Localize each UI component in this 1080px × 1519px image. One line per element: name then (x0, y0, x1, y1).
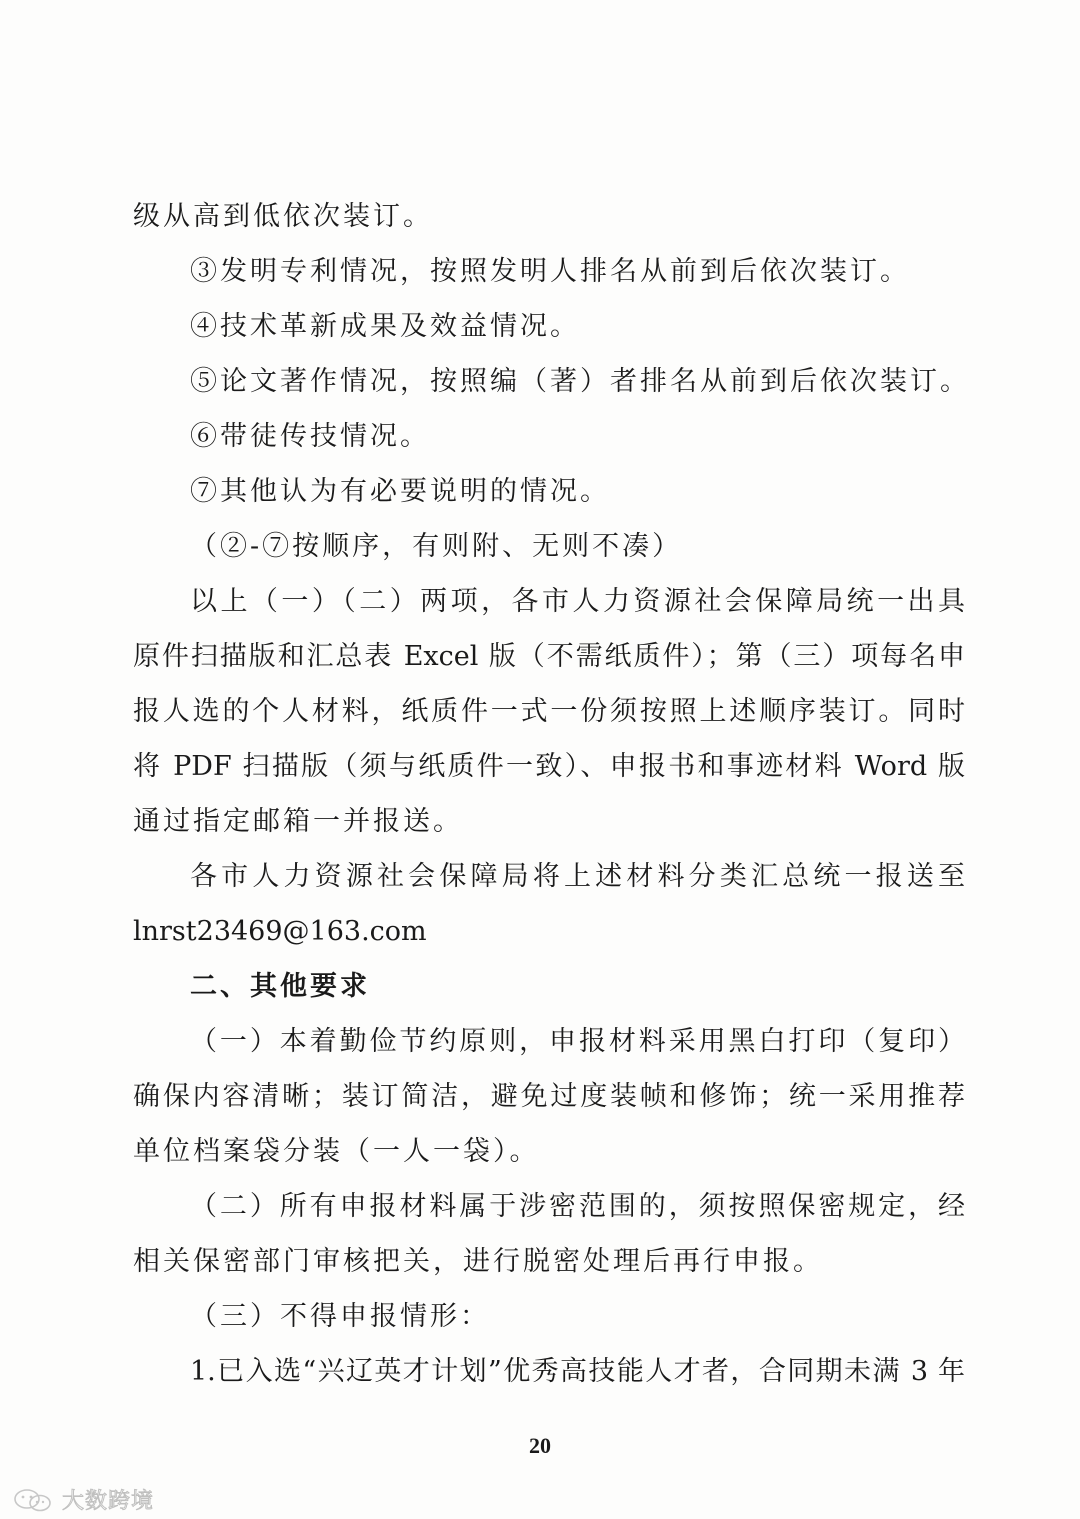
paragraph-email-line-1: 各市人力资源社会保障局将上述材料分类汇总统一报送至 (190, 861, 965, 892)
requirement-1-line-1: （一）本着勤俭节约原则，申报材料采用黑白打印（复印） (190, 1026, 965, 1057)
requirement-2-line-1: （二）所有申报材料属于涉密范围的，须按照保密规定，经 (190, 1191, 965, 1222)
list-item-7-other: ⑦其他认为有必要说明的情况。 (190, 476, 610, 507)
paragraph-submission-line-2: 原件扫描版和汇总表 Excel 版（不需纸质件）；第（三）项每名申 (133, 641, 965, 672)
requirement-2-line-2: 相关保密部门审核把关，进行脱密处理后再行申报。 (133, 1246, 823, 1277)
paragraph-submission-line-4: 将 PDF 扫描版（须与纸质件一致）、申报书和事迹材料 Word 版 (133, 751, 965, 782)
page-number: 20 (529, 1433, 551, 1458)
requirement-1-line-3: 单位档案袋分装（一人一袋）。 (133, 1136, 540, 1167)
text-line-1: 级从高到低依次装订。 (133, 201, 433, 232)
ordering-note: （②-⑦按顺序，有则附、无则不凑） (190, 531, 683, 562)
paragraph-submission-line-5: 通过指定邮箱一并报送。 (133, 806, 463, 837)
list-item-4-innovation: ④技术革新成果及效益情况。 (190, 311, 580, 342)
watermark-text: 大数跨境 (62, 1489, 155, 1514)
watermark (12, 1484, 154, 1515)
section-heading-other-requirements: 二、其他要求 (190, 971, 370, 1002)
list-item-3-patents: ③发明专利情况，按照发明人排名从前到后依次装订。 (190, 256, 910, 287)
requirement-3-heading: （三）不得申报情形： (190, 1301, 490, 1332)
paragraph-submission-line-1: 以上（一）（二）两项，各市人力资源社会保障局统一出具 (190, 586, 965, 617)
email-address: lnrst23469@163.com (133, 916, 427, 947)
wechat-logo-icon (12, 1487, 56, 1513)
exclusion-item-1: 1.已入选“兴辽英才计划”优秀高技能人才者，合同期未满 3 年 (190, 1356, 965, 1387)
list-item-6-apprentices: ⑥带徒传技情况。 (190, 421, 430, 452)
list-item-5-papers: ⑤论文著作情况，按照编（著）者排名从前到后依次装订。 (190, 366, 970, 397)
paragraph-submission-line-3: 报人选的个人材料，纸质件一式一份须按照上述顺序装订。同时 (133, 696, 965, 727)
requirement-1-line-2: 确保内容清晰；装订简洁，避免过度装帧和修饰；统一采用推荐 (133, 1081, 965, 1112)
